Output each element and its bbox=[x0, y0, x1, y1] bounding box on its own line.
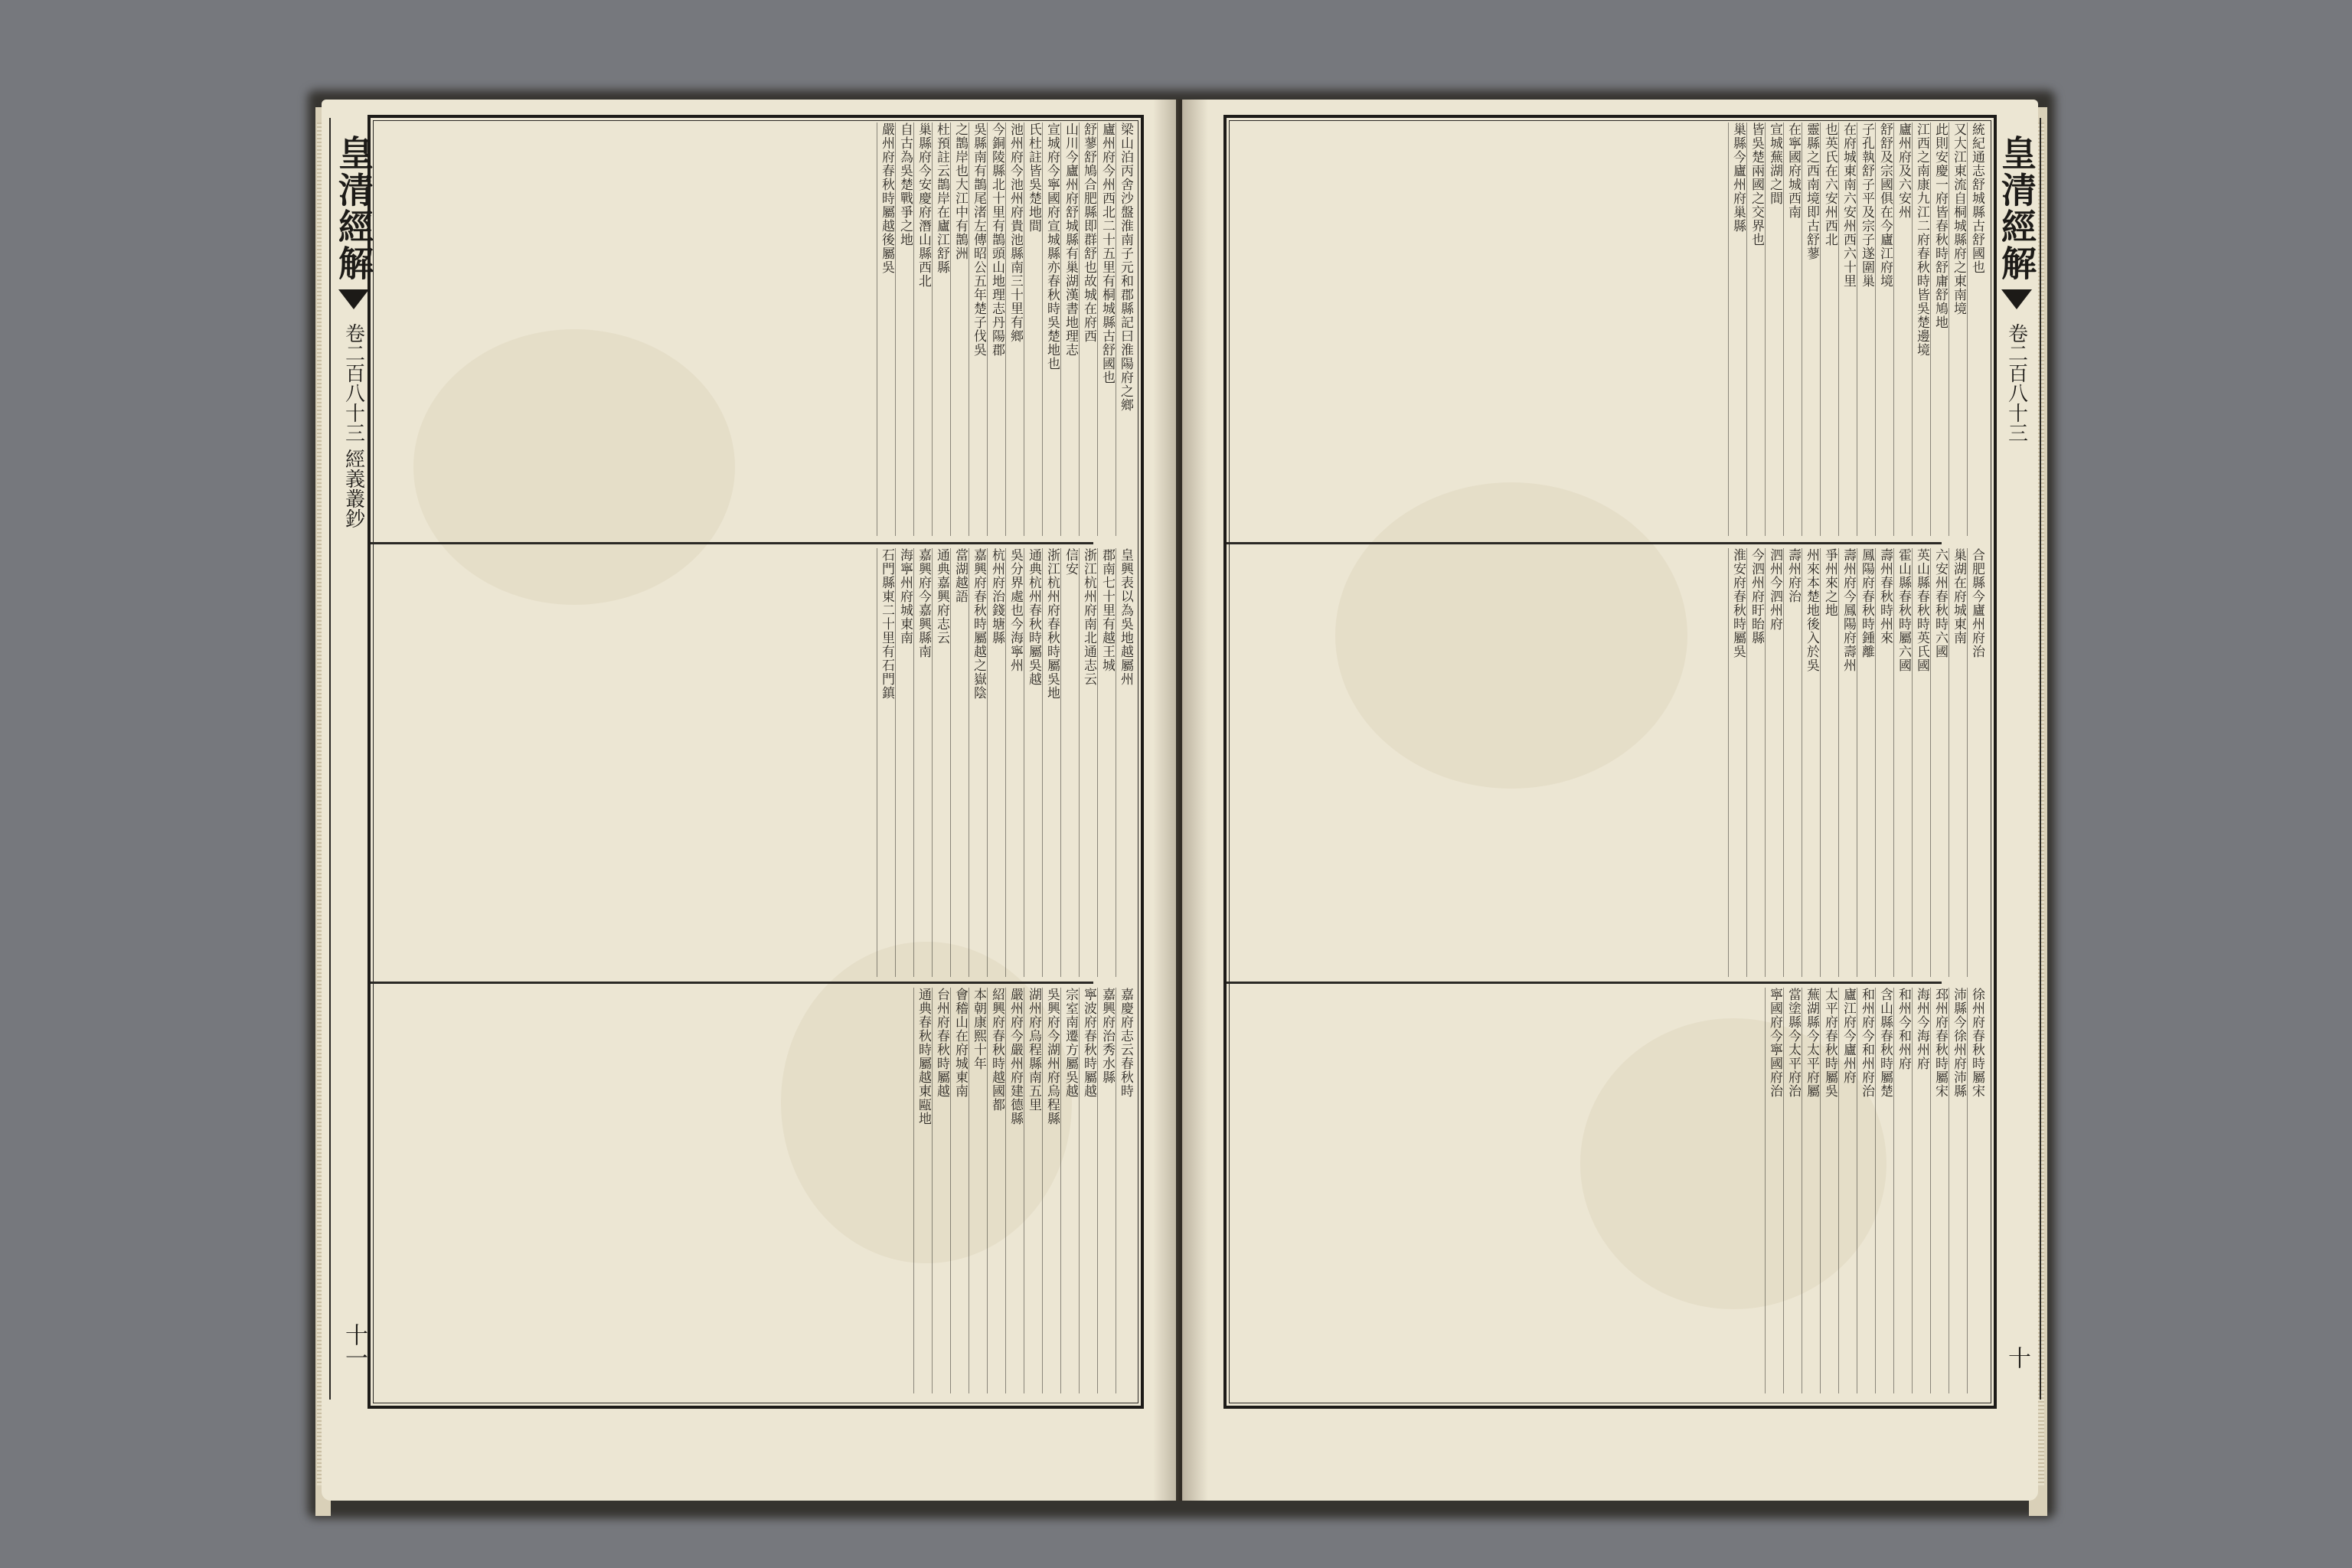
left-text-column: 會稽山在府城東南 bbox=[952, 988, 968, 1098]
right-text-column: 英山縣春秋時英氏國 bbox=[1914, 548, 1929, 672]
fish-tail-icon bbox=[338, 289, 369, 309]
left-column-rule bbox=[895, 122, 896, 536]
right-column-rule bbox=[1875, 988, 1876, 1393]
right-text-column: 州來本楚地後入於吳 bbox=[1804, 548, 1819, 672]
left-text-column: 皇興表以為吳地越屬州 bbox=[1118, 548, 1133, 686]
right-text-column: 宣城蕪湖之間 bbox=[1767, 122, 1782, 205]
left-banxin-page: 十一 bbox=[341, 1323, 368, 1369]
right-text-column: 壽州府今鳳陽府壽州 bbox=[1841, 548, 1856, 672]
left-text-column: 自古為吳楚戰爭之地 bbox=[897, 122, 913, 247]
left-text-column: 浙江杭州府南北通志云 bbox=[1081, 548, 1096, 686]
right-text-column: 皆吳楚兩國之交界也 bbox=[1749, 122, 1764, 247]
right-banxin-volume: 卷二百八十三 bbox=[2004, 323, 2028, 443]
right-text-column: 爭州來之地 bbox=[1822, 548, 1838, 617]
right-text-column: 廬州府及六安州 bbox=[1896, 122, 1911, 219]
left-column-rule bbox=[1097, 988, 1098, 1393]
left-register-line-2 bbox=[371, 982, 1093, 984]
left-text-column: 郡南七十里有越王城 bbox=[1099, 548, 1115, 672]
right-text-column: 蕪湖縣今太平府屬 bbox=[1804, 988, 1819, 1098]
left-column-rule bbox=[932, 988, 933, 1393]
left-text-column: 吳興府今湖州府烏程縣 bbox=[1044, 988, 1060, 1125]
right-column-rule bbox=[1893, 122, 1894, 536]
right-text-column: 舒舒及宗國俱在今廬江府境 bbox=[1877, 122, 1893, 288]
left-column-rule bbox=[987, 548, 988, 977]
left-text-column: 本朝康熙十年 bbox=[971, 988, 986, 1070]
left-column-rule bbox=[1060, 122, 1061, 536]
right-text-column: 廬江府今廬州府 bbox=[1841, 988, 1856, 1084]
right-text-column: 太平府春秋時屬吳 bbox=[1822, 988, 1838, 1098]
right-text-column: 和州今和州府 bbox=[1896, 988, 1911, 1070]
fish-tail-icon bbox=[2001, 289, 2032, 309]
left-text-column: 寧波府春秋時屬越 bbox=[1081, 988, 1096, 1098]
left-banxin bbox=[329, 118, 377, 1400]
right-text-column: 壽州春秋時州來 bbox=[1877, 548, 1893, 645]
right-column-rule bbox=[1967, 548, 1968, 977]
right-text-column: 鳳陽府春秋時鍾離 bbox=[1859, 548, 1874, 658]
right-text-column: 和州府今和州府治 bbox=[1859, 988, 1874, 1098]
right-column-rule bbox=[1783, 988, 1784, 1393]
left-column-rule bbox=[913, 988, 914, 1393]
right-banxin-title: 皇清經解 bbox=[1996, 135, 2037, 282]
left-text-column: 吳分界處也今海寧州 bbox=[1008, 548, 1023, 672]
right-text-column: 在寧國府城西南 bbox=[1785, 122, 1801, 219]
left-text-column: 山川今廬州府舒城縣有巢湖漢書地理志 bbox=[1063, 122, 1078, 357]
right-text-column: 子孔執舒子平及宗子遂圍巢 bbox=[1859, 122, 1874, 288]
left-text-column: 舒蓼舒鳩合肥縣即群舒也故城在府西 bbox=[1081, 122, 1096, 343]
right-column-rule bbox=[1838, 548, 1839, 977]
right-column-rule bbox=[1783, 122, 1784, 536]
right-column-rule bbox=[1820, 122, 1821, 536]
left-text-column: 浙江杭州府春秋時屬吳地 bbox=[1044, 548, 1060, 700]
left-text-column: 宣城府今寧國府宣城縣亦春秋時吳楚地也 bbox=[1044, 122, 1060, 371]
right-column-rule bbox=[1893, 988, 1894, 1393]
left-text-column: 杜預註云鵲岸在廬江舒縣 bbox=[934, 122, 949, 274]
left-banxin-series: 經義叢鈔 bbox=[341, 449, 365, 528]
right-column-rule bbox=[1746, 122, 1747, 536]
right-text-column: 寧國府今寧國府治 bbox=[1767, 988, 1782, 1098]
left-column-rule bbox=[895, 548, 896, 977]
left-column-rule bbox=[913, 548, 914, 977]
right-text-column: 霍山縣春秋時屬六國 bbox=[1896, 548, 1911, 672]
left-text-column: 嘉興府今嘉興縣南 bbox=[916, 548, 931, 658]
right-register-line-1 bbox=[1227, 542, 1942, 544]
left-column-rule bbox=[950, 122, 951, 536]
right-column-rule bbox=[1930, 548, 1931, 977]
right-column-rule bbox=[1746, 548, 1747, 977]
right-column-rule bbox=[1838, 122, 1839, 536]
left-text-column: 廬州府今州西北二十五里有桐城縣古舒國也 bbox=[1099, 122, 1115, 384]
left-text-column: 嘉慶府志云春秋時 bbox=[1118, 988, 1133, 1098]
left-column-rule bbox=[950, 548, 951, 977]
left-column-rule bbox=[1005, 548, 1006, 977]
left-text-column: 嘉興府春秋時屬越之嶽陰 bbox=[971, 548, 986, 700]
left-column-rule bbox=[1042, 548, 1043, 977]
right-column-rule bbox=[1765, 122, 1766, 536]
left-column-rule bbox=[1005, 122, 1006, 536]
right-column-rule bbox=[1875, 122, 1876, 536]
right-column-rule bbox=[1820, 988, 1821, 1393]
left-register-line-1 bbox=[371, 542, 1093, 544]
right-text-column: 徐州府春秋時屬宋 bbox=[1969, 988, 1984, 1098]
left-column-rule bbox=[1079, 548, 1080, 977]
right-text-column: 海州今海州府 bbox=[1914, 988, 1929, 1070]
left-column-rule bbox=[1097, 122, 1098, 536]
left-text-column: 通典春秋時屬越東甌地 bbox=[916, 988, 931, 1125]
left-column-rule bbox=[1005, 988, 1006, 1393]
right-column-rule bbox=[1912, 122, 1913, 536]
left-text-column: 通典杭州春秋時屬吳越 bbox=[1026, 548, 1041, 686]
right-text-column: 今泗州府盱眙縣 bbox=[1749, 548, 1764, 645]
right-text-column: 泗州今泗州府 bbox=[1767, 548, 1782, 631]
right-column-rule bbox=[1838, 988, 1839, 1393]
right-column-rule bbox=[1875, 548, 1876, 977]
left-banxin-volume: 卷二百八十三 bbox=[341, 323, 365, 443]
right-text-column: 江西之南康九江二府春秋時皆吳楚邊境 bbox=[1914, 122, 1929, 357]
left-column-rule bbox=[1060, 988, 1061, 1393]
left-banxin-title: 皇清經解 bbox=[333, 135, 374, 282]
left-column-rule bbox=[1042, 988, 1043, 1393]
right-text-column: 此則安慶一府皆春秋時舒庸舒鳩地 bbox=[1932, 122, 1948, 329]
right-text-column: 巢湖在府城東南 bbox=[1951, 548, 1966, 645]
left-text-column: 池州府今池州府貴池縣南三十里有鄉 bbox=[1008, 122, 1023, 343]
left-text-column: 石門縣東二十里有石門鎮 bbox=[879, 548, 894, 700]
right-text-column: 又大江東流自桐城縣府之東南境 bbox=[1951, 122, 1966, 315]
left-column-rule bbox=[987, 988, 988, 1393]
left-text-column: 湖州府烏程縣南五里 bbox=[1026, 988, 1041, 1112]
left-text-column: 今銅陵縣北十里有鵲頭山地理志丹陽郡 bbox=[989, 122, 1004, 357]
left-column-rule bbox=[1097, 548, 1098, 977]
right-text-column: 也英氏在六安州西北 bbox=[1822, 122, 1838, 247]
left-column-rule bbox=[1042, 122, 1043, 536]
left-text-column: 當湖越語 bbox=[952, 548, 968, 603]
left-text-column: 通典嘉興府志云 bbox=[934, 548, 949, 645]
right-text-column: 六安州春秋時六國 bbox=[1932, 548, 1948, 658]
left-column-rule bbox=[1079, 988, 1080, 1393]
left-text-column: 信安 bbox=[1063, 548, 1078, 576]
right-column-rule bbox=[1728, 548, 1729, 977]
left-text-column: 嘉興府治秀水縣 bbox=[1099, 988, 1115, 1084]
right-column-rule bbox=[1912, 988, 1913, 1393]
left-text-column: 嚴州府春秋時屬越後屬吳 bbox=[879, 122, 894, 274]
left-text-column: 梁山泊丙舍沙盤淮南子元和郡縣記曰淮陽府之鄉 bbox=[1118, 122, 1133, 412]
right-column-rule bbox=[1893, 548, 1894, 977]
left-column-rule bbox=[913, 122, 914, 536]
left-text-column: 紹興府春秋時越國都 bbox=[989, 988, 1004, 1112]
left-text-column: 之鵲岸也大江中有鵲洲 bbox=[952, 122, 968, 260]
right-text-column: 壽州府治 bbox=[1785, 548, 1801, 603]
right-text-column: 統紀通志舒城縣古舒國也 bbox=[1969, 122, 1984, 274]
left-text-column: 嚴州府今嚴州府建德縣 bbox=[1008, 988, 1023, 1125]
left-column-rule bbox=[987, 122, 988, 536]
right-text-column: 沛縣今徐州府沛縣 bbox=[1951, 988, 1966, 1098]
right-column-rule bbox=[1967, 122, 1968, 536]
right-column-rule bbox=[1765, 548, 1766, 977]
left-text-column: 宗室南遷方屬吳越 bbox=[1063, 988, 1078, 1098]
right-text-column: 在府城東南六安州西六十里 bbox=[1841, 122, 1856, 288]
right-text-column: 邳州府春秋時屬宋 bbox=[1932, 988, 1948, 1098]
left-column-rule bbox=[950, 988, 951, 1393]
right-banxin bbox=[1994, 118, 2041, 1400]
right-text-column: 含山縣春秋時屬楚 bbox=[1877, 988, 1893, 1098]
left-text-column: 台州府春秋時屬越 bbox=[934, 988, 949, 1098]
right-register-line-2 bbox=[1227, 982, 1942, 984]
left-column-rule bbox=[1060, 548, 1061, 977]
right-banxin-page: 十 bbox=[2004, 1346, 2030, 1369]
left-text-column: 氏杜註皆吳楚地間 bbox=[1026, 122, 1041, 233]
right-text-column: 當塗縣今太平府治 bbox=[1785, 988, 1801, 1098]
right-column-rule bbox=[1820, 548, 1821, 977]
right-column-rule bbox=[1912, 548, 1913, 977]
left-column-rule bbox=[932, 548, 933, 977]
left-text-column: 海寧州府城東南 bbox=[897, 548, 913, 645]
right-column-rule bbox=[1930, 988, 1931, 1393]
right-text-column: 合肥縣今廬州府治 bbox=[1969, 548, 1984, 658]
right-column-rule bbox=[1930, 122, 1931, 536]
left-column-rule bbox=[932, 122, 933, 536]
right-column-rule bbox=[1783, 548, 1784, 977]
left-text-column: 吳縣南有鵲尾渚左傳昭公五年楚子伐吳 bbox=[971, 122, 986, 357]
right-column-rule bbox=[1967, 988, 1968, 1393]
right-column-rule bbox=[1728, 122, 1729, 536]
right-text-column: 巢縣今廬州府巢縣 bbox=[1730, 122, 1746, 233]
left-text-column: 巢縣府今安慶府潛山縣西北 bbox=[916, 122, 931, 288]
right-text-column: 靈縣之西南境即古舒蓼 bbox=[1804, 122, 1819, 260]
left-column-rule bbox=[1079, 122, 1080, 536]
right-column-rule bbox=[1765, 988, 1766, 1393]
left-text-column: 杭州府治錢塘縣 bbox=[989, 548, 1004, 645]
right-text-column: 淮安府春秋時屬吳 bbox=[1730, 548, 1746, 658]
